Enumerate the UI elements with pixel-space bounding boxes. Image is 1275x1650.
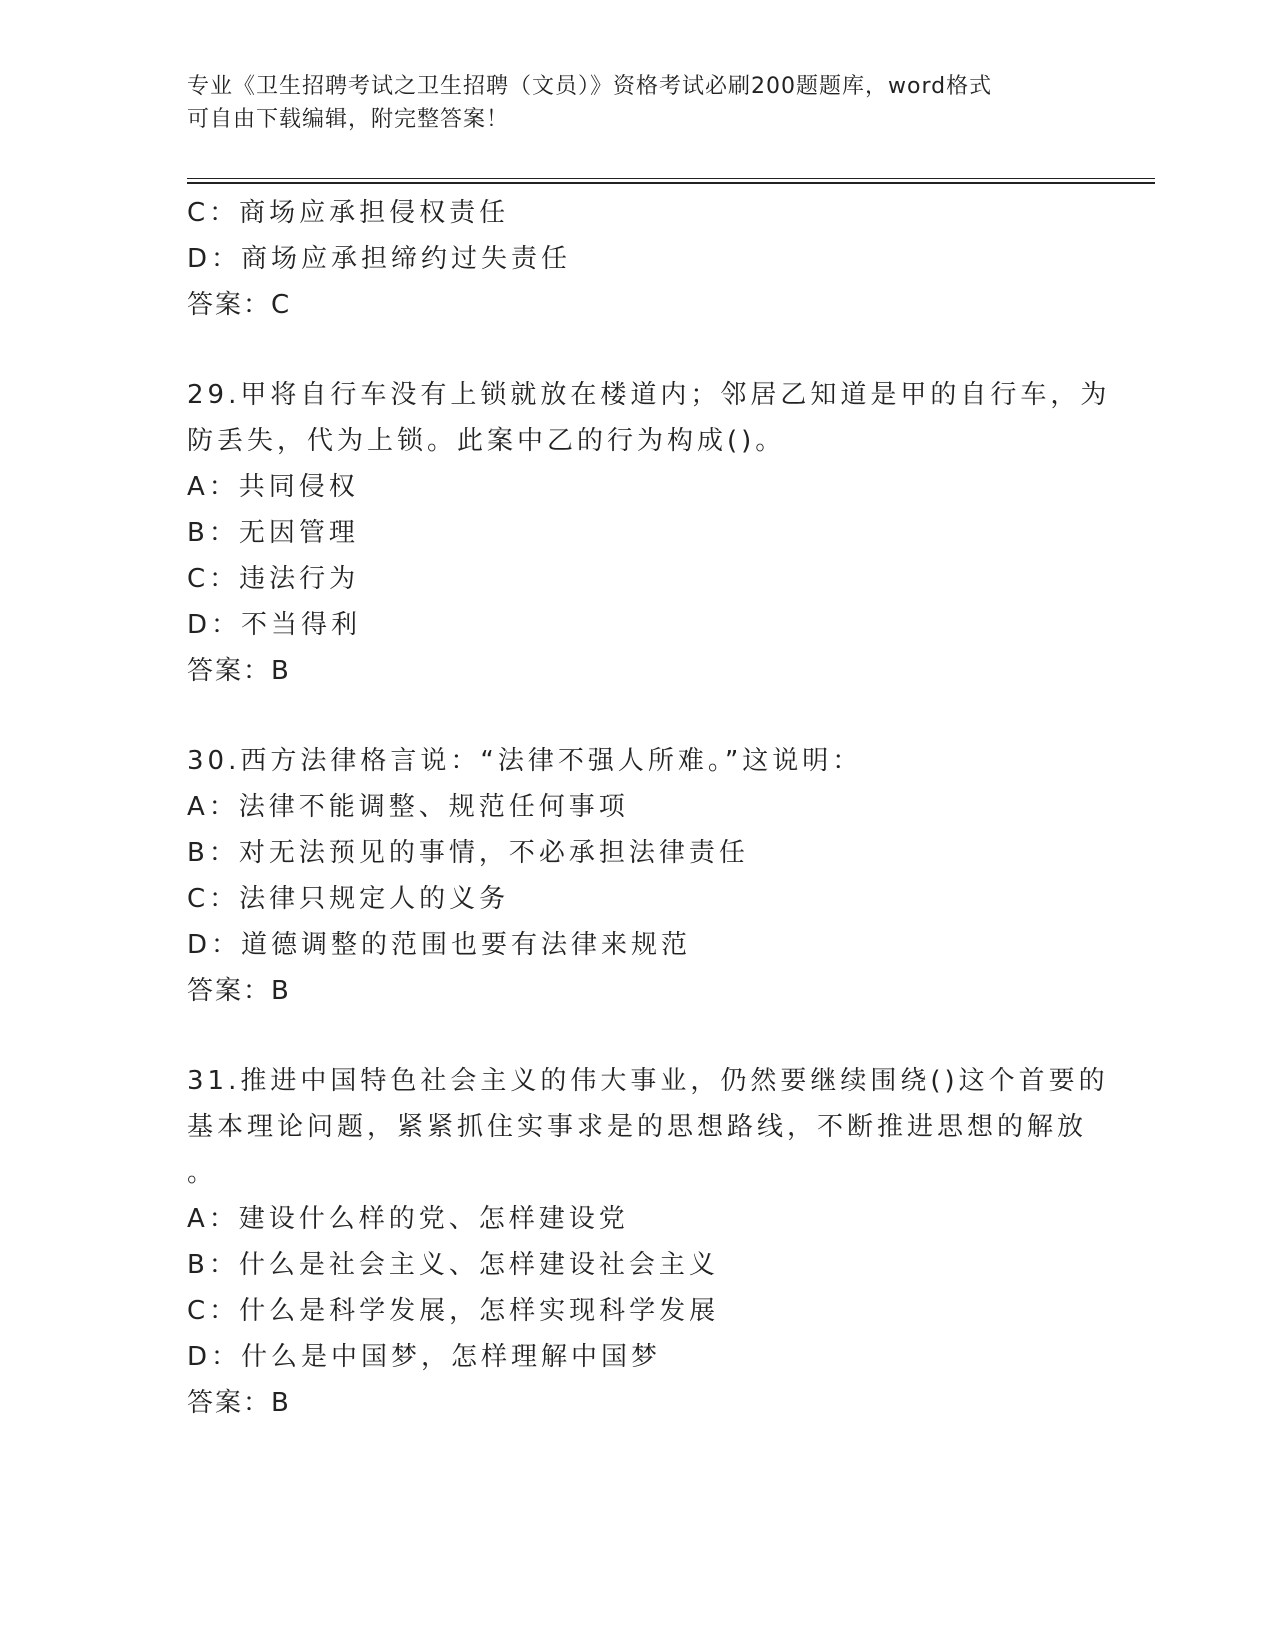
question-31 [187, 1058, 1109, 1426]
option-c: C：商场应承担侵权责任 [187, 198, 510, 228]
question-text: 29.甲将自行车没有上锁就放在楼道内；邻居乙知道是甲的自行车，为 [187, 380, 1111, 410]
option-b: B：无因管理 [187, 518, 359, 548]
option-a: A：法律不能调整、规范任何事项 [187, 792, 629, 822]
option-c: C：违法行为 [187, 564, 360, 594]
question-list [187, 190, 1111, 1426]
answer-line: 答案：B [187, 656, 291, 686]
option-c: C：什么是科学发展，怎样实现科学发展 [187, 1296, 720, 1326]
header-line-1: 专业《卫生招聘考试之卫生招聘（文员）》资格考试必刷200题题库，word格式 [187, 74, 993, 99]
partial-question [187, 190, 1087, 328]
document-header [187, 70, 1067, 136]
question-text: 。 [187, 1158, 218, 1188]
header-divider-thin [187, 178, 1155, 179]
question-text: 31.推进中国特色社会主义的伟大事业，仍然要继续围绕()这个首要的 [187, 1066, 1109, 1096]
option-d: D：道德调整的范围也要有法律来规范 [187, 930, 692, 960]
question-30 [187, 738, 1087, 1014]
option-b: B：什么是社会主义、怎样建设社会主义 [187, 1250, 719, 1280]
question-text: 防丢失，代为上锁。此案中乙的行为构成()。 [187, 426, 786, 456]
option-d: D：商场应承担缔约过失责任 [187, 244, 572, 274]
option-d: D：不当得利 [187, 610, 362, 640]
question-29 [187, 372, 1111, 694]
question-text: 基本理论问题，紧紧抓住实事求是的思想路线，不断推进思想的解放 [187, 1112, 1088, 1142]
option-a: A：建设什么样的党、怎样建设党 [187, 1204, 629, 1234]
header-divider-thick [187, 182, 1155, 184]
option-b: B：对无法预见的事情，不必承担法律责任 [187, 838, 749, 868]
question-text: 30.西方法律格言说：“法律不强人所难。”这说明： [187, 746, 863, 776]
option-c: C：法律只规定人的义务 [187, 884, 510, 914]
answer-line: 答案：C [187, 290, 292, 320]
option-d: D：什么是中国梦，怎样理解中国梦 [187, 1342, 662, 1372]
option-a: A：共同侵权 [187, 472, 359, 502]
header-line-2: 可自由下载编辑，附完整答案！ [187, 107, 510, 132]
answer-line: 答案：B [187, 1388, 291, 1418]
answer-line: 答案：B [187, 976, 291, 1006]
